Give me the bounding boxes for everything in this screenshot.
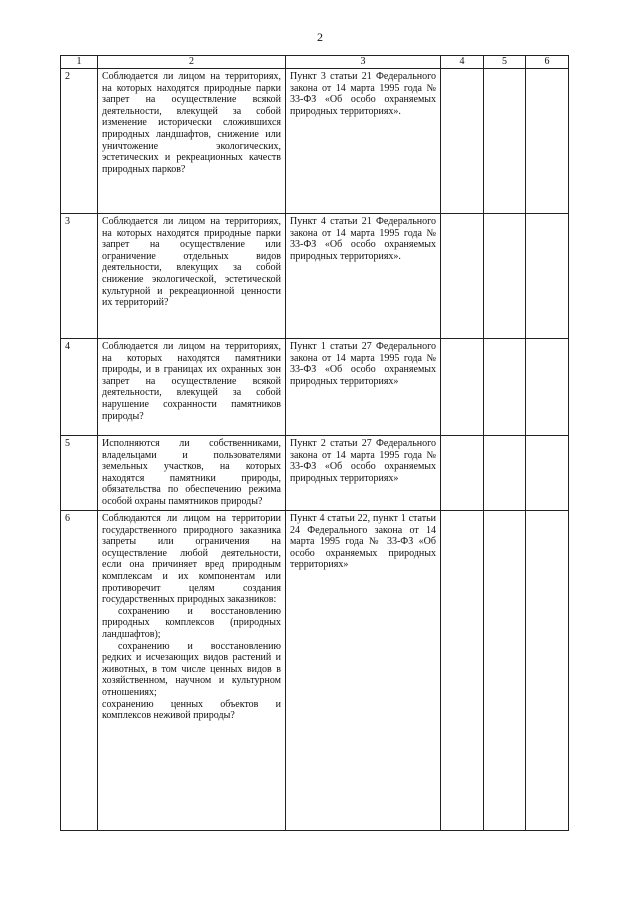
legal-reference: Пункт 1 статьи 27 Федерального закона от 14 марта 1995 года № 33-ФЗ «Об особо охраняемых природных территориях» — [286, 339, 441, 436]
answer-cell — [441, 339, 484, 436]
answer-cell — [526, 339, 569, 436]
question-text: Исполняются ли собственниками, владельцами и пользователями земельных участков, на которых находятся памятники природы, обязательства по обеспечению режима особой охраны памятников природы? — [98, 436, 286, 511]
header-row — [61, 56, 569, 69]
question-text: Соблюдается ли лицом на территориях, на которых находятся природные парки запрет на осуществление всякой деятельности, влекущей за собой изменение исторически сложившихся природных ландшафтов, снижение или уничтожение экологических, эстетических и рекреационных качеств природных парков? — [98, 69, 286, 214]
answer-cell — [526, 511, 569, 831]
answer-cell — [484, 511, 526, 831]
question-item: сохранению и восстановлению редких и исчезающих видов растений и животных, в том числе ценных видов в хозяйственном, научном и культурном отношениях; — [102, 640, 281, 698]
row-number: 6 — [61, 511, 98, 831]
legal-reference: Пункт 4 статьи 21 Федерального закона от 14 марта 1995 года № 33-ФЗ «Об особо охраняемых природных территориях». — [286, 214, 441, 339]
answer-cell — [441, 214, 484, 339]
answer-cell — [441, 436, 484, 511]
column-header: 3 — [286, 56, 441, 69]
question-text — [98, 511, 286, 831]
answer-cell — [441, 69, 484, 214]
question-text: Соблюдается ли лицом на территориях, на которых находятся природные парки запрет на осуществление или ограничение отдельных видов деятельности, влекущих за собой снижение экологической, эстетической культурной и рекреационной ценности их территорий? — [98, 214, 286, 339]
row-number: 5 — [61, 436, 98, 511]
table-row — [61, 214, 569, 339]
row-number: 3 — [61, 214, 98, 339]
legal-reference: Пункт 2 статьи 27 Федерального закона от 14 марта 1995 года № 33-ФЗ «Об особо охраняемых природных территориях» — [286, 436, 441, 511]
column-header: 2 — [98, 56, 286, 69]
question-item: сохранению ценных объектов и комплексов неживой природы? — [102, 698, 281, 722]
column-header: 4 — [441, 56, 484, 69]
answer-cell — [526, 214, 569, 339]
answer-cell — [441, 511, 484, 831]
answer-cell — [526, 436, 569, 511]
answer-cell — [484, 69, 526, 214]
question-intro: Соблюдаются ли лицом на территории государственного природного заказника запреты или ограничения на осуществление любой деятельности, если она причиняет вред природным комплексам и их компонентам или противоречит целям создания государственных природных заказников: — [102, 513, 281, 606]
answer-cell — [484, 214, 526, 339]
answer-cell — [526, 69, 569, 214]
checklist-table — [60, 55, 569, 831]
question-text: Соблюдается ли лицом на территориях, на которых находятся памятники природы, и в границах их охранных зон запрет на осуществление всякой деятельности, влекущей за собой нарушение сохранности памятников природы? — [98, 339, 286, 436]
page-number: 2 — [317, 30, 323, 44]
question-item: сохранению и восстановлению природных комплексов (природных ландшафтов); — [102, 605, 281, 640]
row-number: 2 — [61, 69, 98, 214]
table-row — [61, 511, 569, 831]
legal-reference: Пункт 4 статьи 22, пункт 1 статьи 24 Федерального закона от 14 марта 1995 года № 33-ФЗ «Об особо охраняемых природных территориях» — [286, 511, 441, 831]
table-row — [61, 69, 569, 214]
answer-cell — [484, 436, 526, 511]
table-row — [61, 339, 569, 436]
table-row — [61, 436, 569, 511]
answer-cell — [484, 339, 526, 436]
column-header: 5 — [484, 56, 526, 69]
column-header: 6 — [526, 56, 569, 69]
legal-reference: Пункт 3 статьи 21 Федерального закона от 14 марта 1995 года № 33-ФЗ «Об особо охраняемых природных территориях». — [286, 69, 441, 214]
row-number: 4 — [61, 339, 98, 436]
column-header: 1 — [61, 56, 98, 69]
